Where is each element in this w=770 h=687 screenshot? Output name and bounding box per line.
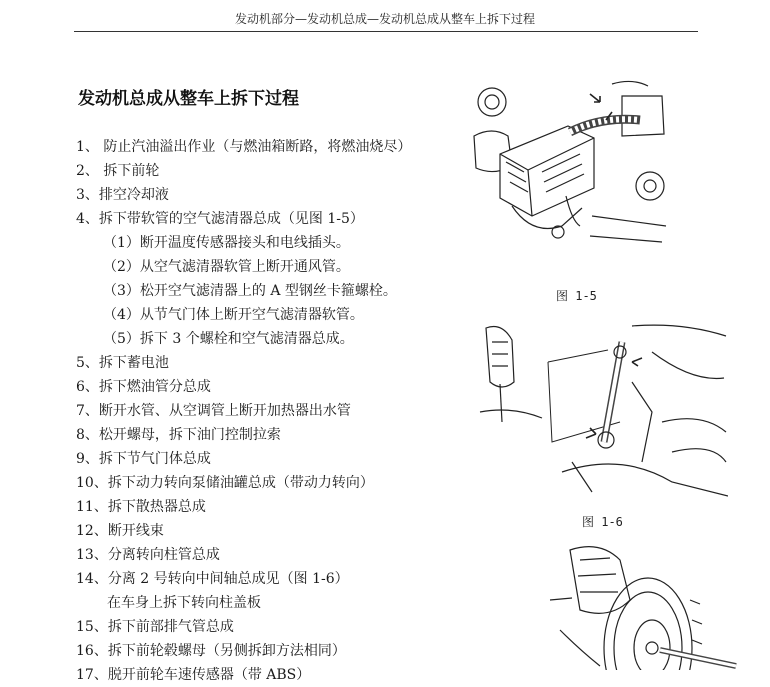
procedure-step: 10、拆下动力转向泵储油罐总成（带动力转向） [76, 475, 374, 491]
procedure-substep: （5）拆下 3 个螺栓和空气滤清器总成。 [103, 331, 354, 347]
procedure-step: 7、断开水管、从空调管上断开加热器出水管 [76, 403, 351, 419]
procedure-step-list [76, 135, 476, 687]
procedure-substep: （2）从空气滤清器软管上断开通风管。 [103, 259, 350, 275]
procedure-step: 15、拆下前部排气管总成 [76, 619, 234, 635]
figure-wheel-hub [540, 540, 740, 670]
procedure-step: 2、 拆下前轮 [76, 163, 160, 179]
procedure-step: 13、分离转向柱管总成 [76, 547, 220, 563]
procedure-step: 14、分离 2 号转向中间轴总成见（图 1-6） [76, 571, 349, 587]
figure-1-6 [472, 322, 728, 498]
procedure-step: 11、拆下散热器总成 [76, 499, 206, 515]
procedure-step: 17、脱开前轮车速传感器（带 ABS） [76, 667, 311, 683]
running-header: 发动机部分—发动机总成—发动机总成从整车上拆下过程 [234, 12, 535, 26]
procedure-step: 3、排空冷却液 [76, 187, 169, 203]
procedure-step-continuation: 在车身上拆下转向柱盖板 [107, 595, 261, 611]
procedure-step: 9、拆下节气门体总成 [76, 451, 211, 467]
procedure-step: 8、松开螺母，拆下油门控制拉索 [76, 427, 281, 443]
procedure-substep: （4）从节气门体上断开空气滤清器软管。 [103, 307, 364, 323]
section-title: 发动机总成从整车上拆下过程 [78, 89, 299, 109]
procedure-step: 16、拆下前轮毂螺母（另侧拆卸方法相同） [76, 643, 346, 659]
procedure-substep: （1）断开温度传感器接头和电线插头。 [103, 235, 350, 251]
figure-caption: 图 1-5 [556, 289, 597, 303]
procedure-step: 1、 防止汽油溢出作业（与燃油箱断路，将燃油烧尽） [76, 139, 412, 155]
header-divider [74, 31, 698, 32]
figure-1-5 [472, 76, 668, 244]
procedure-step: 4、拆下带软管的空气滤清器总成（见图 1-5） [76, 211, 364, 227]
steering-intermediate-shaft-illustration [472, 322, 728, 498]
procedure-substep: （3）松开空气滤清器上的 A 型钢丝卡箍螺栓。 [103, 283, 397, 299]
front-wheel-hub-illustration [540, 540, 740, 670]
procedure-step: 5、拆下蓄电池 [76, 355, 169, 371]
procedure-step: 6、拆下燃油管分总成 [76, 379, 211, 395]
figure-caption: 图 1-6 [582, 515, 623, 529]
procedure-step: 12、断开线束 [76, 523, 164, 539]
engine-air-cleaner-illustration [472, 76, 668, 244]
